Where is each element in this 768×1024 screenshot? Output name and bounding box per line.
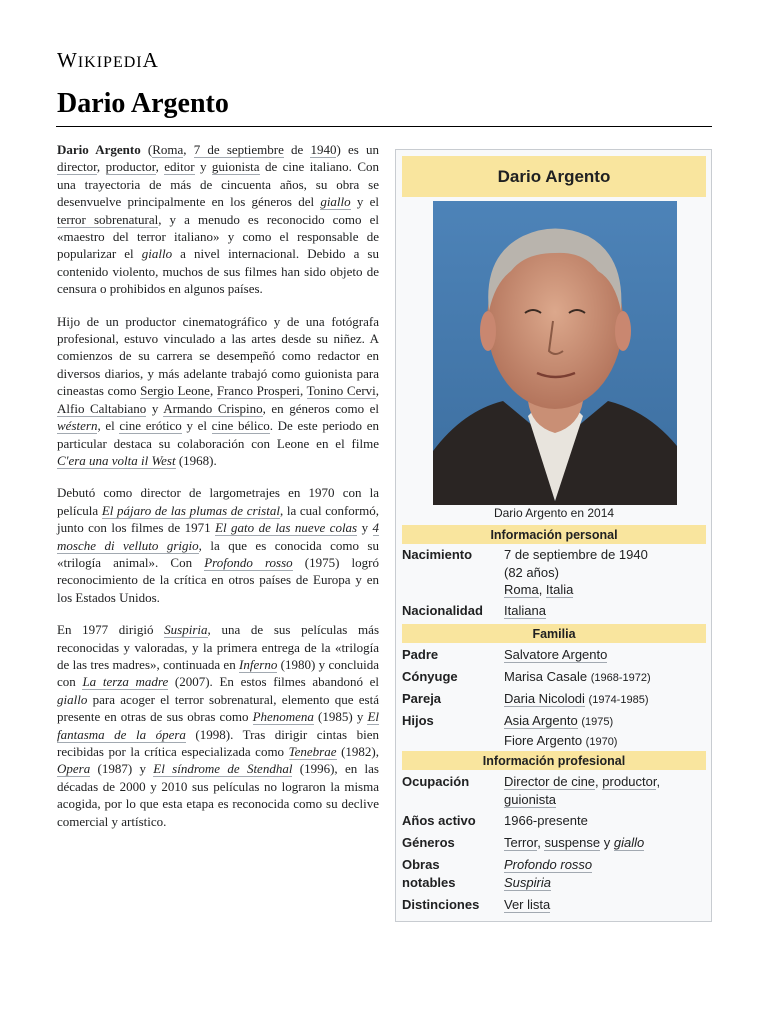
article-text: , bbox=[155, 159, 165, 175]
article-text: (1968). bbox=[175, 452, 217, 468]
link-asia-argento[interactable]: Asia Argento bbox=[504, 713, 578, 728]
article-text: Hijo de un productor cinematográfico y de una fotógrafa profesional, estuvo vinculado a las artes desde su niñez. A comienzos de su carrera se desempeñó como redactor en diversos diarios, y más adelante trabajó como guionista para cineastas como bbox=[57, 313, 379, 399]
label-padre: Padre bbox=[402, 647, 439, 662]
photo-caption: Dario Argento en 2014 bbox=[493, 506, 615, 520]
article-text: , una de sus películas más reconocidas y valoradas, y la primera entrega de la «trilogía de las tres madres», continuada en bbox=[57, 622, 379, 672]
link-italia[interactable]: Italia bbox=[545, 582, 574, 597]
value-nacionalidad bbox=[504, 602, 546, 620]
article-link[interactable]: Alfio Caltabiano bbox=[57, 400, 147, 416]
article-link[interactable]: terror sobrenatural bbox=[57, 211, 159, 227]
article-italic: giallo bbox=[141, 246, 173, 262]
section-header-familia: Familia bbox=[402, 624, 706, 643]
article-text: (1996), en las décadas de 2000 y 2010 sus películas no lograron la misma acogida, por lo que esta etapa es reconocida como su declive comercial y artístico. bbox=[57, 761, 379, 829]
article-link[interactable]: Opera bbox=[57, 761, 91, 777]
article-text: , bbox=[96, 159, 106, 175]
value-obras-notables bbox=[504, 856, 592, 891]
article-link[interactable]: cine erótico bbox=[119, 418, 182, 434]
article-link[interactable]: 4 mosche di velluto grigio bbox=[57, 520, 380, 553]
article-text: (1982), bbox=[336, 744, 379, 759]
section-header-profesional: Información profesional bbox=[402, 751, 706, 770]
label-nacionalidad: Nacionalidad bbox=[402, 603, 483, 618]
article-link[interactable]: guionista bbox=[211, 159, 260, 175]
paragraph-director-debut bbox=[57, 484, 379, 606]
section-header-personal: Información personal bbox=[402, 525, 706, 544]
article-text: y bbox=[146, 400, 164, 416]
article-text: (1998). Tras dirigir cintas bien recibidas por la crítica especializada como bbox=[57, 726, 379, 759]
article-text: En 1977 dirigió bbox=[57, 622, 165, 638]
article-link[interactable]: El síndrome de Stendhal bbox=[153, 761, 293, 777]
link-profondo-rosso[interactable]: Profondo rosso bbox=[504, 857, 593, 872]
value-conyuge: Marisa Casale (1968-1972) bbox=[504, 669, 651, 684]
article-link[interactable]: 1940 bbox=[310, 142, 337, 157]
link-salvatore-argento[interactable]: Salvatore Argento bbox=[504, 647, 608, 662]
article-link[interactable]: Tonino Cervi bbox=[306, 383, 376, 399]
article-text: y el bbox=[350, 194, 379, 210]
label-pareja: Pareja bbox=[402, 691, 442, 706]
label-anos-activo: Años activo bbox=[402, 813, 476, 828]
label-conyuge: Cónyuge bbox=[402, 669, 458, 684]
article-text: ( bbox=[140, 142, 153, 157]
link-italiana[interactable]: Italiana bbox=[504, 603, 546, 618]
link-roma[interactable]: Roma bbox=[504, 582, 539, 597]
link-giallo[interactable]: giallo bbox=[613, 835, 645, 850]
article-link[interactable]: 7 de septiembre bbox=[193, 142, 284, 157]
article-text: ) es un bbox=[336, 142, 379, 157]
article-link[interactable]: Profondo rosso bbox=[204, 554, 293, 570]
article-italic: giallo bbox=[57, 691, 88, 707]
value-anos-activo: 1966-presente bbox=[504, 813, 588, 828]
article-link[interactable]: Roma bbox=[152, 142, 184, 157]
article-text: , la que es conocida como su «trilogía animal». Con bbox=[57, 537, 379, 570]
article-link[interactable]: El fantasma de la ópera bbox=[57, 709, 379, 742]
label-obras-notables: Obras notables bbox=[402, 857, 456, 890]
paragraph-later-career bbox=[57, 621, 379, 830]
article-link[interactable]: Phenomena bbox=[252, 709, 314, 725]
article-text: , bbox=[209, 383, 217, 399]
value-pareja: Daria Nicolodi (1974-1985) bbox=[504, 691, 649, 706]
link-suspiria[interactable]: Suspiria bbox=[504, 874, 551, 890]
article-link[interactable]: Suspiria bbox=[164, 622, 208, 638]
article-link[interactable]: Franco Prosperi bbox=[216, 383, 300, 399]
birth-place: Roma, Italia bbox=[504, 582, 574, 597]
article-text: (1980) y concluida con bbox=[57, 656, 379, 690]
wikipedia-wordmark[interactable]: WIKIPEDIA bbox=[57, 48, 159, 72]
article-text: y el bbox=[181, 418, 212, 434]
article-text: , en géneros como el bbox=[262, 400, 380, 416]
article-link[interactable]: Tenebrae bbox=[288, 744, 337, 759]
article-text: , y a menudo es reconocido como el «maestro del terror italiano» y como el responsable de popularizar el bbox=[57, 211, 379, 262]
article-text: para acoger el terror sobrenatural, elemento que está presente en otras de sus obras como bbox=[57, 691, 379, 725]
article-text: , bbox=[299, 383, 307, 399]
title-divider bbox=[56, 126, 712, 127]
article-link[interactable]: cine bélico bbox=[211, 418, 270, 434]
label-nacimiento: Nacimiento bbox=[402, 547, 473, 562]
birth-date: 7 de septiembre de 1940 bbox=[504, 547, 648, 562]
link-terror[interactable]: Terror bbox=[504, 835, 538, 850]
label-generos: Géneros bbox=[402, 835, 455, 850]
article-link[interactable]: editor bbox=[164, 159, 195, 175]
link-ver-lista[interactable]: Ver lista bbox=[504, 897, 551, 912]
label-hijos: Hijos bbox=[402, 713, 434, 728]
article-text: y bbox=[194, 159, 212, 175]
value-ocupacion: Director de cine, productor, guionista bbox=[504, 774, 661, 807]
label-ocupacion: Ocupación bbox=[402, 774, 470, 789]
infobox bbox=[395, 149, 712, 922]
link-productor[interactable]: productor bbox=[602, 774, 657, 789]
paragraph-intro bbox=[57, 141, 379, 298]
infobox-title: Dario Argento bbox=[402, 156, 706, 197]
link-suspense[interactable]: suspense bbox=[544, 835, 601, 850]
article-text: , bbox=[375, 383, 380, 399]
link-guionista[interactable]: guionista bbox=[504, 791, 557, 807]
article-text: (1975) logró reconocimiento de la crítica en otros países de Europa y en los Estados Unidos. bbox=[57, 554, 379, 605]
article-text: (1987) y bbox=[90, 761, 154, 777]
article-text: , la cual conformó, junto con los filmes de 1971 bbox=[57, 502, 379, 536]
label-distinciones: Distinciones bbox=[402, 897, 480, 912]
article-body bbox=[57, 141, 379, 845]
article-text: de cine italiano. Con una trayectoria de más de cincuenta años, su obra se desenvuelve principalmente en los géneros del bbox=[57, 159, 380, 210]
article-text: de bbox=[283, 142, 311, 157]
article-link[interactable]: El gato de las nueve colas bbox=[215, 520, 358, 536]
value-distinciones bbox=[504, 896, 550, 914]
article-text: Debutó como director de largometrajes en 1970 con la película bbox=[57, 485, 379, 518]
article-text: , bbox=[183, 142, 194, 157]
article-link[interactable]: Armando Crispino bbox=[163, 400, 263, 416]
value-hijos: Asia Argento (1975) Fiore Argento (1970) bbox=[504, 713, 618, 748]
value-nacimiento bbox=[504, 546, 648, 599]
portrait-photo[interactable] bbox=[433, 201, 677, 505]
article-link[interactable]: Sergio Leone bbox=[140, 383, 210, 399]
article-text: . De este periodo en particular destaca su colaboración con Leone en el filme bbox=[57, 418, 379, 451]
article-link[interactable]: El pájaro de las plumas de cristal bbox=[101, 502, 280, 518]
article-link[interactable]: La terza madre bbox=[82, 674, 169, 690]
article-text: (1985) y bbox=[313, 709, 368, 725]
article-subject: Dario Argento bbox=[57, 142, 141, 157]
article-text: y bbox=[357, 520, 373, 536]
article-link[interactable]: wéstern bbox=[57, 418, 98, 434]
article-link[interactable]: productor bbox=[105, 159, 156, 175]
article-link[interactable]: C'era una volta il West bbox=[57, 452, 176, 468]
article-link[interactable]: giallo bbox=[320, 194, 351, 210]
value-padre bbox=[504, 646, 607, 664]
birth-age: (82 años) bbox=[504, 564, 559, 580]
paragraph-early-career bbox=[57, 313, 379, 470]
article-link[interactable]: Inferno bbox=[239, 656, 278, 672]
link-daria-nicolodi[interactable]: Daria Nicolodi bbox=[504, 691, 585, 706]
article-link[interactable]: director bbox=[57, 159, 97, 175]
article-text: , el bbox=[97, 418, 120, 434]
article-text: a nivel internacional. Debido a su contenido violento, muchos de sus filmes han sido objeto de censura o prohibidos en algunos países. bbox=[57, 246, 379, 297]
page-title: Dario Argento bbox=[57, 88, 229, 119]
link-director-de-cine[interactable]: Director de cine bbox=[504, 774, 596, 789]
value-generos: Terror, suspense y giallo bbox=[504, 835, 645, 850]
article-text: (2007). En estos filmes abandonó el bbox=[168, 674, 379, 690]
